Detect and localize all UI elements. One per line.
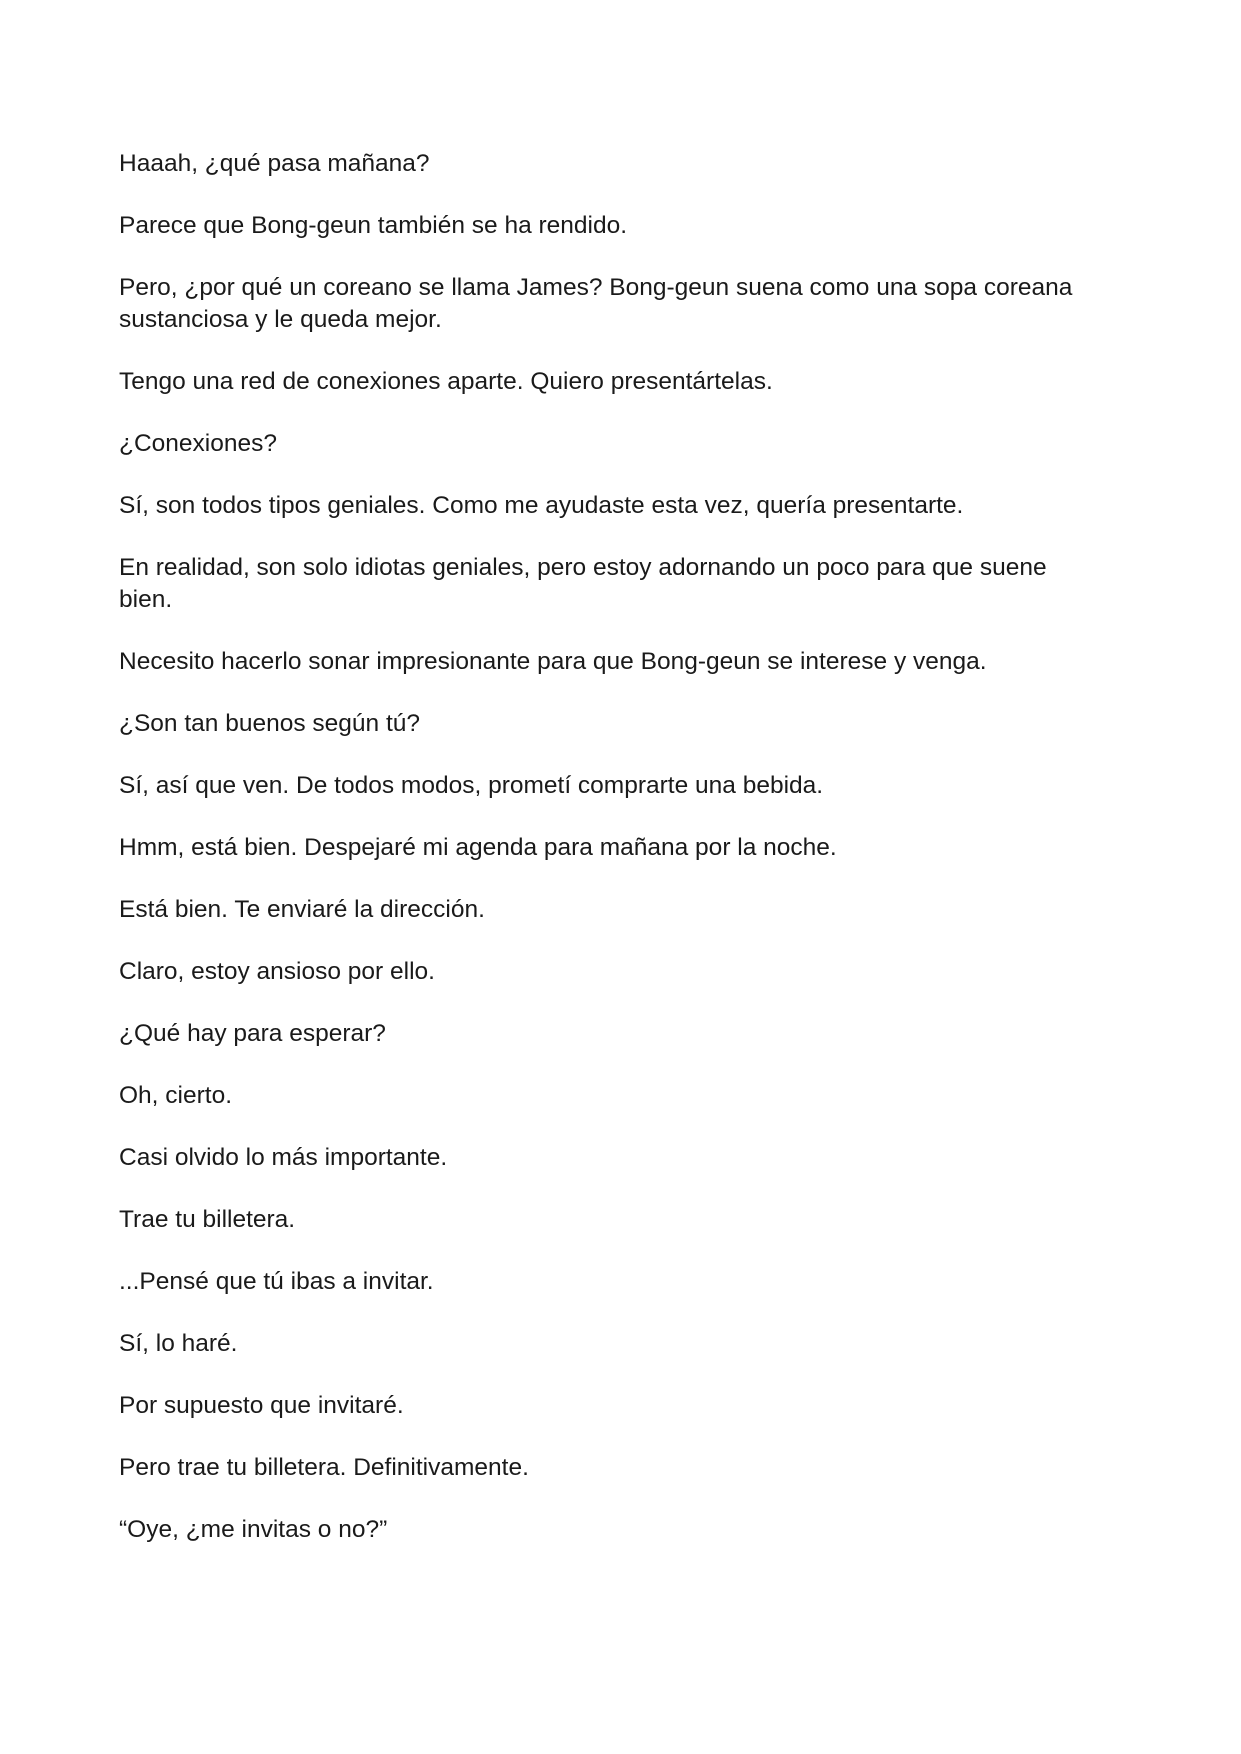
paragraph: Sí, son todos tipos geniales. Como me ayudaste esta vez, quería presentarte. <box>119 492 964 519</box>
paragraph: Hmm, está bien. Despejaré mi agenda para mañana por la noche. <box>119 834 837 861</box>
paragraph: Por supuesto que invitaré. <box>119 1392 404 1419</box>
paragraph: Tengo una red de conexiones aparte. Quiero presentártelas. <box>119 368 773 395</box>
paragraph: Pero trae tu billetera. Definitivamente. <box>119 1454 529 1481</box>
paragraph: Pero, ¿por qué un coreano se llama James? Bong-geun suena como una sopa coreana sustanciosa y le queda mejor. <box>119 274 1073 333</box>
paragraph: “Oye, ¿me invitas o no?” <box>119 1516 388 1543</box>
paragraph: ¿Qué hay para esperar? <box>119 1020 386 1047</box>
paragraph: Oh, cierto. <box>119 1082 233 1109</box>
paragraph: ¿Son tan buenos según tú? <box>119 710 421 737</box>
paragraph: Sí, así que ven. De todos modos, prometí comprarte una bebida. <box>119 772 824 799</box>
paragraph: ¿Conexiones? <box>119 430 277 457</box>
paragraph: Haaah, ¿qué pasa mañana? <box>119 150 430 177</box>
paragraph: Trae tu billetera. <box>119 1206 296 1233</box>
paragraph: Está bien. Te enviaré la dirección. <box>119 896 485 923</box>
paragraph: ...Pensé que tú ibas a invitar. <box>119 1268 434 1295</box>
paragraph: Casi olvido lo más importante. <box>119 1144 448 1171</box>
paragraph: Claro, estoy ansioso por ello. <box>119 958 435 985</box>
paragraph: En realidad, son solo idiotas geniales, pero estoy adornando un poco para que suene bien. <box>119 554 1047 613</box>
paragraph: Necesito hacerlo sonar impresionante para que Bong-geun se interese y venga. <box>119 648 987 675</box>
paragraph: Sí, lo haré. <box>119 1330 238 1357</box>
document-body <box>119 148 1099 1576</box>
paragraph: Parece que Bong-geun también se ha rendido. <box>119 212 628 239</box>
